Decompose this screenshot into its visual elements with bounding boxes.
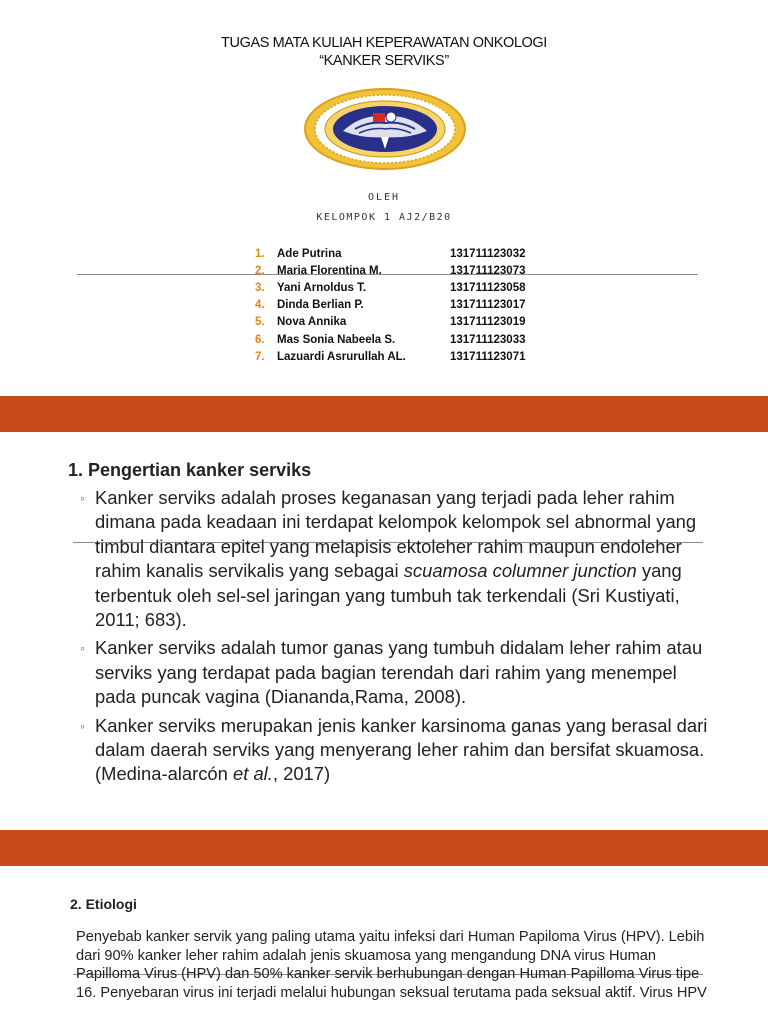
member-nim: 131711123058	[450, 281, 526, 294]
bullet-text: yang terbentuk oleh sel-sel jaringan yang tumbuh tak terkendali (Sri Kustiyati, 2011; 683).	[95, 560, 682, 631]
member-number: 4.	[255, 299, 265, 312]
list-item	[80, 714, 720, 787]
cover-title-line2: “KANKER SERVIKS”	[319, 53, 449, 69]
definition-slide	[0, 432, 768, 830]
member-name: Yani Arnoldus T.	[277, 281, 367, 294]
slide-separator-band	[0, 830, 768, 866]
bullet-italic-term: scuamosa columner junction	[403, 560, 637, 582]
member-number: 2.	[255, 264, 265, 277]
oleh-label: OLEH	[367, 192, 401, 203]
cover-title	[0, 34, 768, 70]
list-item	[255, 331, 555, 348]
list-item	[80, 486, 720, 632]
member-number: 5.	[255, 316, 265, 329]
bullet-text: Kanker serviks merupakan jenis kanker karsinoma ganas yang berasal dari dalam daerah serviks yang menyerang leher rahim dan bersifat skuamosa. (Medina-alarcón	[95, 714, 708, 785]
list-item	[255, 348, 555, 365]
slide-separator-band	[0, 396, 768, 432]
member-nim: 131711123019	[450, 316, 526, 329]
member-name: Maria Florentina M.	[277, 264, 382, 277]
member-number: 1.	[255, 247, 265, 260]
member-nim: 131711123032	[450, 247, 526, 260]
etiology-slide	[0, 866, 768, 1024]
member-name: Nova Annika	[277, 316, 347, 329]
member-list	[255, 245, 555, 365]
bullet-text: Kanker serviks adalah tumor ganas yang tumbuh didalam leher rahim atau serviks yang terdapat pada bagian terendah dari rahim yang menempel pada puncak vagina (Diananda,Rama, 2008).	[95, 637, 703, 708]
list-item	[255, 314, 555, 331]
etiology-paragraph: Penyebab kanker servik yang paling utama yaitu infeksi dari Human Papiloma Virus (HPV). Lebih dari 90% kanker leher rahim adalah jenis skuamosa yang mengandung DNA virus Human Papilloma Virus (HPV) dan 50% kanker servik berhubungan dengan Human Papilloma Virus tipe 16. Penyebaran virus ini terjadi melalui hubungan seksual terutama pada seksual aktif. Virus HPV	[76, 929, 707, 1001]
bullet-icon: ◦	[80, 640, 85, 657]
member-name: Mas Sonia Nabeela S.	[277, 333, 396, 346]
list-item	[255, 262, 555, 279]
bullet-italic-term: et al.	[233, 763, 273, 785]
member-number: 6.	[255, 333, 265, 346]
bullet-text: , 2017)	[272, 763, 331, 785]
member-name: Lazuardi Asrurullah AL.	[277, 350, 406, 363]
list-item	[255, 245, 555, 262]
member-number: 7.	[255, 350, 265, 363]
member-nim: 131711123033	[450, 333, 526, 346]
member-nim: 131711123073	[450, 264, 526, 277]
section-heading: 2. Etiologi	[70, 896, 137, 912]
university-seal-icon	[303, 87, 467, 171]
list-item	[80, 636, 720, 709]
cover-slide	[0, 0, 768, 396]
member-name: Dinda Berlian P.	[277, 299, 364, 312]
member-number: 3.	[255, 281, 265, 294]
member-name: Ade Putrina	[277, 247, 342, 260]
bullet-icon: ◦	[80, 717, 85, 734]
member-nim: 131711123071	[450, 350, 526, 363]
bullet-icon: ◦	[80, 490, 85, 506]
group-label: KELOMPOK 1 AJ2/B20	[316, 212, 452, 223]
list-item	[255, 297, 555, 314]
bullet-text: Kanker serviks adalah proses keganasan yang terjadi pada leher rahim dimana pada keadaan ini terdapat kelompok kelompok sel abnormal yang timbul diantara epitel yang melapisis ektoleher rahim maupun endoleher rahim kanalis servikalis yang sebagai	[95, 487, 697, 582]
member-nim: 131711123017	[450, 299, 526, 312]
section-heading: 1. Pengertian kanker serviks	[68, 460, 312, 480]
bullet-list	[80, 486, 720, 791]
list-item	[255, 279, 555, 296]
cover-title-line1: TUGAS MATA KULIAH KEPERAWATAN ONKOLOGI	[221, 35, 547, 51]
